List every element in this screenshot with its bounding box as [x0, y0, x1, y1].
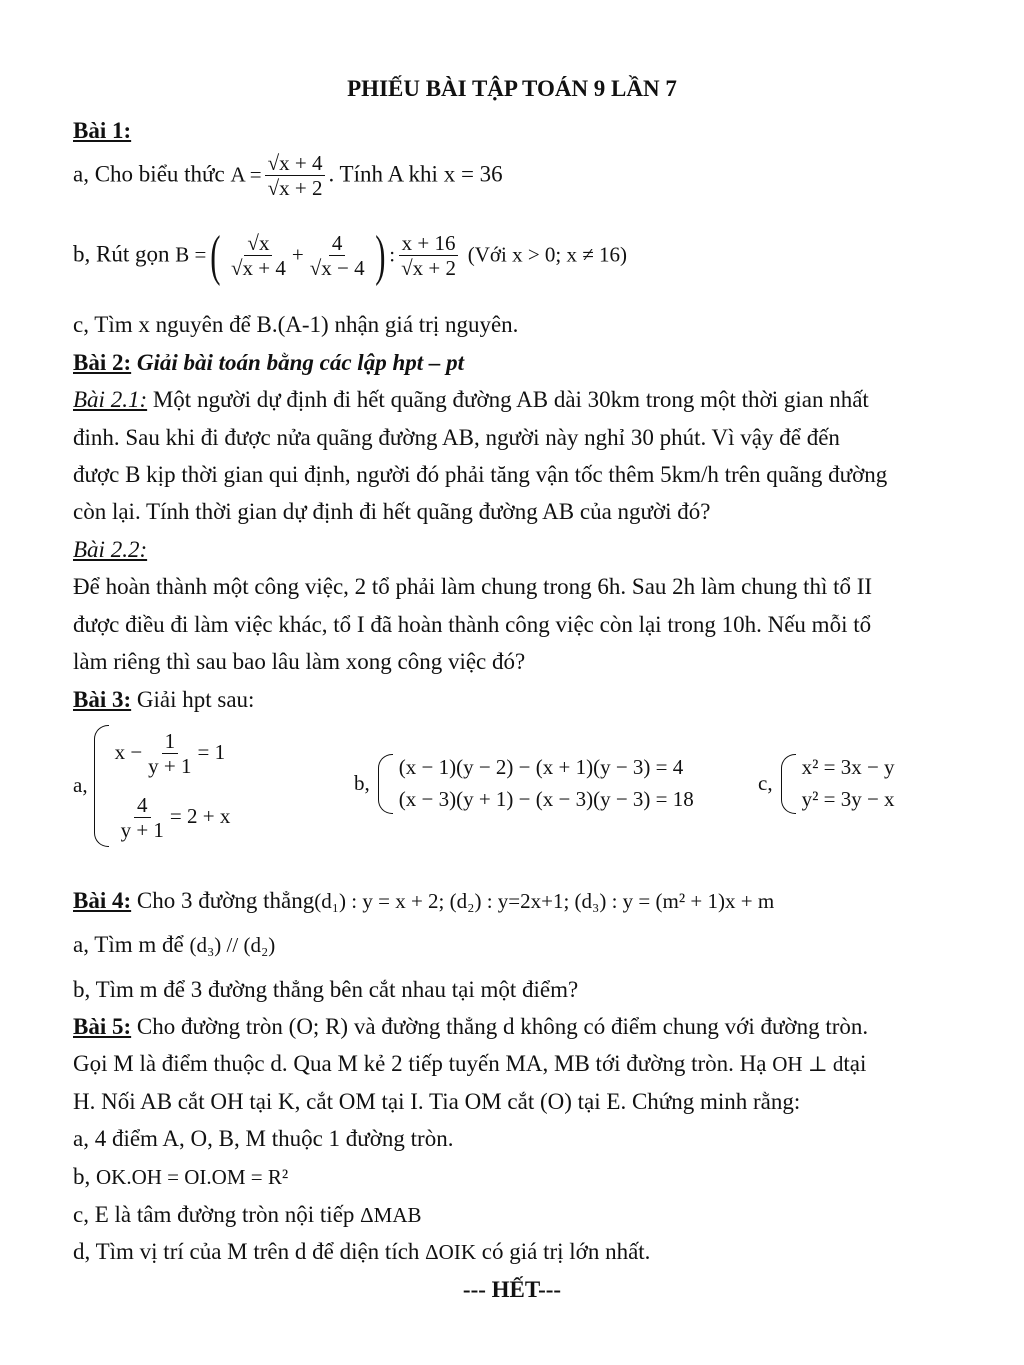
fraction-a-denominator: x + 2	[279, 176, 323, 201]
bai3-a-line1-den: y + 1	[148, 753, 192, 778]
fraction-b1-numerator: x	[258, 230, 270, 255]
bai3-a-line2	[115, 793, 231, 843]
fraction-b3-numerator: x + 16	[399, 231, 459, 256]
bai4-heading	[73, 886, 774, 916]
bai4-a	[73, 930, 275, 960]
bai21-line3: được B kịp thời gian qui định, người đó phải tăng vận tốc thêm 5km/h trên quãng đường	[73, 462, 888, 487]
plus-sign: +	[291, 242, 304, 267]
bai3-a-line2-post: = 2 + x	[169, 803, 231, 828]
bai5-line2-text: Gọi M là điểm thuộc d. Qua M kẻ 2 tiếp tuyến MA, MB tới đường tròn. Hạ	[73, 1051, 767, 1076]
bai1-b-lhs: B =	[175, 242, 207, 267]
bai3-system-c	[758, 752, 895, 816]
brace-b	[378, 754, 393, 814]
bai4-b: b, Tìm m để 3 đường thẳng bên cắt nhau tại một điểm?	[73, 977, 579, 1002]
bai3-a-line2-num: 4	[134, 793, 151, 818]
bai3-b-label: b,	[354, 771, 370, 796]
fraction-b3-denominator: x + 2	[412, 255, 456, 280]
fraction-b1: $\frac{√x}{√x + 4}$	[231, 230, 286, 280]
bai3-b-line1: (x − 1)(y − 2) − (x + 1)(y − 3) = 4	[398, 755, 684, 780]
bai3-a-line2-den: y + 1	[120, 817, 164, 842]
bai3-heading-text: Giải hpt sau:	[131, 687, 255, 712]
bai1-b-prefix: b, Rút gọn	[73, 241, 170, 267]
bai3-heading	[73, 685, 254, 715]
bai3-system-a	[73, 722, 230, 850]
bai1-a-prefix: a, Cho biểu thức	[73, 161, 225, 187]
fraction-a-numerator: x + 4	[279, 151, 323, 175]
fraction-a: $\frac{√x + 4}{√x + 2}$	[265, 151, 326, 201]
bai2-heading-text: Giải bài toán bằng các lập hpt – pt	[136, 350, 465, 375]
bai5-c-text: c, E là tâm đường tròn nội tiếp	[73, 1202, 355, 1227]
bai5-line2-tail: tại	[843, 1051, 867, 1076]
bai1-a-lhs: A =	[230, 162, 262, 187]
bai22-line3: làm riêng thì sau bao lâu làm xong công việc đó?	[73, 649, 526, 674]
bai5-d-text: d, Tìm vị trí của M trên d để diện tích	[73, 1239, 420, 1264]
bai1-b-condition: (Với x > 0; x ≠ 16)	[467, 242, 628, 267]
bai1-b: b, Rút gọn B =( $\frac{√x}{√x + 4}$ + $\frac{4}{√x - 4}$ ) : $\frac{x + 16}{√x + 2}$ (Với x > 0; x ≠ 16)	[73, 225, 628, 287]
fraction-b3: $\frac{x + 16}{√x + 2}$	[398, 231, 459, 281]
bai3-c-line1: x² = 3x − y	[801, 755, 895, 780]
bai1-c: c, Tìm x nguyên để B.(A-1) nhận giá trị nguyên.	[73, 312, 519, 337]
bai5-line1	[73, 1012, 868, 1042]
fraction-b1-denominator: x + 4	[242, 255, 286, 280]
bai3-c-label: c,	[758, 771, 773, 796]
bai1-a-suffix: . Tính A khi x = 36	[328, 161, 503, 187]
bai5-a: a, 4 điểm A, O, B, M thuộc 1 đường tròn.	[73, 1126, 454, 1151]
bai5-b	[73, 1162, 288, 1192]
bai5-line1-text: Cho đường tròn (O; R) và đường thẳng d không có điểm chung với đường tròn.	[131, 1014, 869, 1039]
bai5-b-label: b,	[73, 1164, 91, 1189]
bai21-line4: còn lại. Tính thời gian dự định đi hết quãng đường AB của người đó?	[73, 499, 711, 524]
bai22-label: Bài 2.2:	[73, 537, 148, 562]
bai21-text-1: Một người dự định đi hết quãng đường AB dài 30km trong một thời gian nhất	[147, 387, 869, 412]
page-title: PHIẾU BÀI TẬP TOÁN 9 LẦN 7	[347, 76, 677, 101]
division-sign: :	[389, 242, 396, 267]
footer-end: --- HẾT---	[462, 1277, 562, 1302]
bai5-d	[73, 1237, 650, 1267]
bai5-c-expr: ΔMAB	[360, 1203, 422, 1227]
bai3-a-line1	[115, 729, 231, 779]
bai22-line2: được điều đi làm việc khác, tổ I đã hoàn thành công việc còn lại trong 10h. Nếu mỗi tổ	[73, 612, 872, 637]
bai4-heading-label: Bài 4:	[73, 888, 132, 913]
bai3-a-line1-num: 1	[162, 729, 179, 754]
bai5-d-rest: có giá trị lớn nhất.	[481, 1239, 651, 1264]
fraction-b2-numerator: 4	[329, 231, 346, 256]
bai1-a	[73, 151, 503, 201]
bai2-heading	[73, 348, 464, 378]
brace-c	[781, 754, 796, 814]
bai3-c-line2: y² = 3y − x	[801, 787, 895, 812]
bai22-line1: Để hoàn thành một công việc, 2 tổ phải làm chung trong 6h. Sau 2h làm chung thì tổ II	[73, 574, 873, 599]
bai5-line3: H. Nối AB cắt OH tại K, cắt OM tại I. Tia OM cắt (O) tại E. Chứng minh rằng:	[73, 1089, 801, 1114]
bai3-a-label: a,	[73, 773, 88, 798]
bai3-a-line1-pre: x −	[114, 739, 143, 764]
bai5-line2	[73, 1049, 866, 1079]
bai21-line2: đinh. Sau khi đi được nửa quãng đường AB, người này nghỉ 30 phút. Vì vậy để đến	[73, 425, 840, 450]
bai4-heading-text: Cho 3 đường thẳng	[131, 888, 315, 913]
bai5-b-expr: OK.OH = OI.OM = R²	[96, 1165, 289, 1189]
brace-a	[94, 725, 109, 847]
bai4-a-expr: (d₃) // (d₂)	[189, 933, 276, 957]
bai21-line1	[73, 385, 869, 415]
bai4-lines-expr: (d₁) : y = x + 2; (d₂) : y=2x+1; (d₃) : y = (m² + 1)x + m	[314, 889, 775, 913]
bai1-heading: Bài 1:	[73, 118, 132, 143]
bai5-line2-expr: OH ⊥ d	[772, 1052, 844, 1076]
fraction-b2-denominator: x − 4	[321, 255, 365, 280]
bai2-heading-label: Bài 2:	[73, 350, 132, 375]
fraction-b2: $\frac{4}{√x - 4}$	[309, 230, 365, 280]
bai5-d-expr: ΔOIK	[425, 1240, 477, 1264]
bai5-c	[73, 1200, 422, 1230]
bai3-system-b	[354, 752, 694, 816]
bai5-heading-label: Bài 5:	[73, 1014, 132, 1039]
bai21-label: Bài 2.1:	[73, 387, 148, 412]
bai4-a-text: a, Tìm m để	[73, 932, 184, 957]
bai3-b-line2: (x − 3)(y + 1) − (x − 3)(y − 3) = 18	[398, 787, 694, 812]
bai3-a-line1-post: = 1	[197, 739, 226, 764]
bai3-heading-label: Bài 3:	[73, 687, 132, 712]
